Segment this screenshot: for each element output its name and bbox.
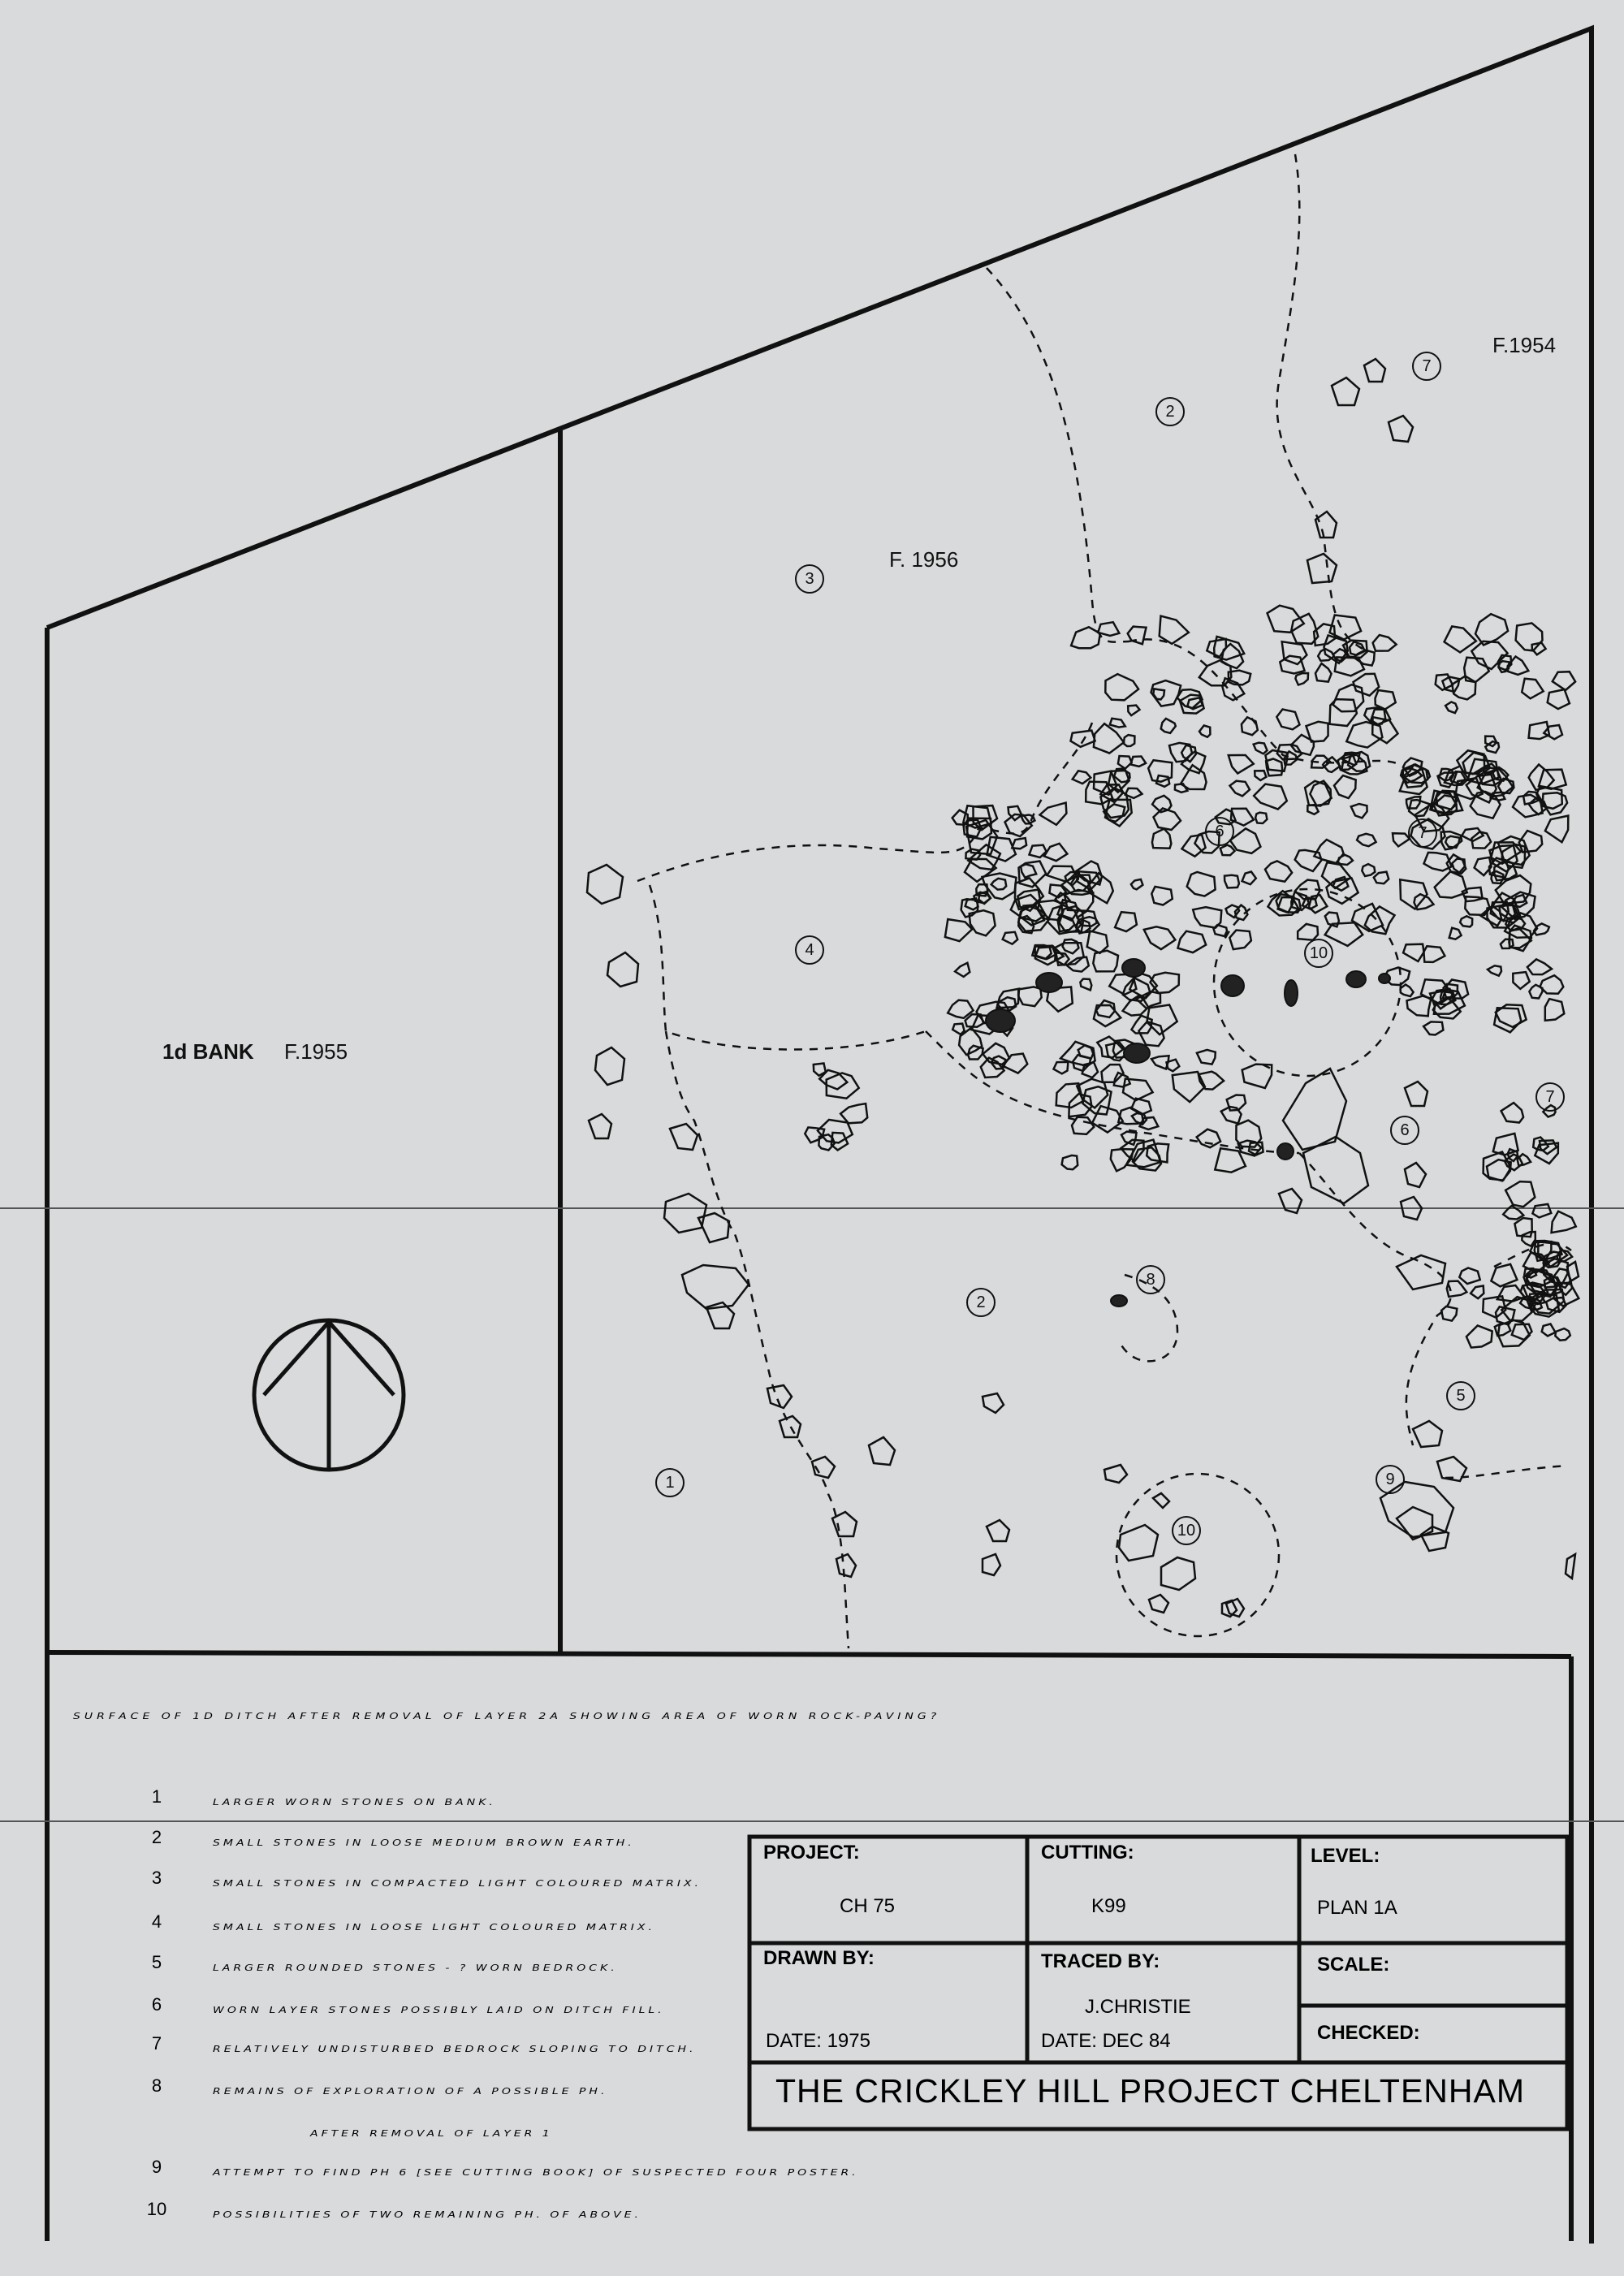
stone-shape xyxy=(1540,975,1564,994)
stone-shape xyxy=(1505,1181,1535,1207)
stone-shape xyxy=(1071,731,1095,747)
stone-shape xyxy=(1111,1149,1134,1171)
stone-shape xyxy=(1105,674,1138,700)
stone-shape xyxy=(1415,894,1434,909)
plan-caption: SURFACE OF 1D DITCH AFTER REMOVAL OF LAYER 2A SHOWING AREA OF WORN ROCK-PAVING? xyxy=(73,1712,941,1721)
legend-number: 8 xyxy=(151,2075,162,2096)
stone-shape xyxy=(1407,996,1432,1017)
zone-marker-10: 10 xyxy=(1172,1516,1201,1545)
stone-shape xyxy=(1214,925,1228,936)
stone-shape xyxy=(1357,834,1376,846)
traced-date: DATE: DEC 84 xyxy=(1041,2030,1171,2052)
project-value: CH 75 xyxy=(840,1895,896,1917)
stone-shape xyxy=(1497,1285,1524,1302)
stone-shape xyxy=(1220,845,1235,856)
zone-marker-1: 1 xyxy=(655,1468,685,1497)
stone-shape xyxy=(1334,775,1356,798)
stone-shape xyxy=(1115,912,1137,931)
legend-number: 7 xyxy=(151,2033,162,2054)
stone-shape xyxy=(1406,797,1420,808)
legend-text: AFTER REMOVAL OF LAYER 1 xyxy=(310,2129,553,2139)
zone-marker-10: 10 xyxy=(1304,939,1333,968)
stone-shape xyxy=(1054,1062,1069,1073)
drawn-by-label: DRAWN BY: xyxy=(763,1947,875,1969)
stone-shape xyxy=(1173,1072,1205,1102)
stone-shape xyxy=(1449,928,1462,939)
zone-marker-6: 6 xyxy=(1205,817,1234,846)
legend-text: SMALL STONES IN LOOSE MEDIUM BROWN EARTH. xyxy=(213,1838,635,1848)
stone-shape xyxy=(1346,722,1382,748)
cutting-label: CUTTING: xyxy=(1041,1842,1134,1864)
stone-shape xyxy=(1315,663,1332,682)
zone-marker-2: 2 xyxy=(1155,397,1185,426)
stone-shape xyxy=(1445,836,1460,848)
bank-label: 1d BANK xyxy=(162,1039,254,1064)
stone-shape xyxy=(1073,771,1091,784)
zone-marker-8: 8 xyxy=(1136,1265,1165,1294)
stone-shape xyxy=(1080,979,1091,991)
stone-shape xyxy=(1362,864,1375,876)
stone-shape xyxy=(1545,816,1568,843)
stone-shape xyxy=(1459,1268,1479,1285)
stone-shape xyxy=(1522,1232,1535,1246)
stone-shape xyxy=(1124,735,1135,746)
legend-number: 10 xyxy=(146,2199,167,2219)
legend-text: LARGER ROUNDED STONES - ? WORN BEDROCK. xyxy=(213,1963,618,1973)
stone-shape xyxy=(1527,959,1552,974)
stone-shape xyxy=(1543,792,1567,814)
stone-shape xyxy=(1130,757,1146,767)
zone-marker-9: 9 xyxy=(1376,1465,1405,1494)
stone-shape xyxy=(945,919,972,941)
stone-shape xyxy=(1295,673,1308,685)
zone-marker-2: 2 xyxy=(966,1288,996,1317)
stone-shape xyxy=(1093,951,1118,972)
stone-shape xyxy=(1314,840,1343,863)
stone-shape xyxy=(1110,719,1125,728)
zone-marker-5: 5 xyxy=(1446,1381,1475,1410)
stone-shape xyxy=(1125,788,1142,798)
stone-shape xyxy=(1128,706,1139,716)
stone-shape xyxy=(1161,719,1176,733)
zone-marker-4: 4 xyxy=(795,935,824,965)
stone-shape xyxy=(1018,987,1042,1006)
stone-shape xyxy=(1423,946,1445,962)
stone-shape xyxy=(1222,678,1244,700)
stone-shape xyxy=(1553,672,1575,690)
stone-shape xyxy=(952,1024,964,1034)
stone-shape xyxy=(1121,1132,1137,1145)
stone-shape xyxy=(1044,844,1068,861)
stone-shape xyxy=(1298,924,1318,940)
stone-shape xyxy=(1242,872,1256,885)
stone-shape xyxy=(1047,866,1076,882)
traced-by-value: J.CHRISTIE xyxy=(1085,1996,1191,2018)
stone-shape xyxy=(1403,944,1423,961)
feature-label-f1954: F.1954 xyxy=(1492,333,1557,357)
stone-shape xyxy=(1376,690,1396,710)
stone-shape xyxy=(1118,756,1132,769)
stone-shape xyxy=(1178,931,1207,952)
level-label: LEVEL: xyxy=(1311,1845,1380,1867)
stone-shape xyxy=(1354,674,1380,696)
legend-text: LARGER WORN STONES ON BANK. xyxy=(213,1798,496,1807)
stone-shape xyxy=(1393,833,1410,846)
legend-number: 1 xyxy=(151,1786,162,1807)
stone-shape xyxy=(1265,861,1292,881)
stone-shape xyxy=(1552,1211,1576,1233)
stone-shape xyxy=(1307,722,1328,742)
stone-shape xyxy=(1276,710,1299,730)
stone-shape xyxy=(1224,875,1239,888)
stone-shape xyxy=(1325,922,1363,946)
stone-shape xyxy=(1442,677,1459,692)
stone-shape xyxy=(1373,635,1397,651)
stone-shape xyxy=(1003,1054,1027,1073)
stone-shape xyxy=(1423,1021,1443,1034)
stone-shape xyxy=(1516,623,1543,650)
stone-shape xyxy=(1522,679,1544,699)
stone-shape xyxy=(1441,1306,1457,1321)
zone-marker-6: 6 xyxy=(1390,1116,1419,1145)
stone-shape xyxy=(1069,1094,1091,1116)
stone-shape xyxy=(1040,803,1067,825)
stone-shape xyxy=(1519,831,1543,853)
stone-shape xyxy=(1351,804,1367,818)
stone-shape xyxy=(1460,916,1472,926)
legend-text: POSSIBILITIES OF TWO REMAINING PH. OF ABOVE. xyxy=(213,2210,641,2220)
stone-shape xyxy=(1488,965,1501,975)
stone-shape xyxy=(1071,627,1100,648)
stone-shape xyxy=(1131,1099,1151,1115)
stone-shape xyxy=(1255,771,1266,780)
stone-shape xyxy=(1374,872,1389,884)
stone-shape xyxy=(1445,626,1476,652)
stone-shape xyxy=(1242,717,1258,735)
stone-shape xyxy=(1445,702,1458,714)
stone-shape xyxy=(1151,680,1181,706)
stone-shape xyxy=(1098,622,1119,636)
stone-shape xyxy=(1003,932,1018,944)
scale-label: SCALE: xyxy=(1317,1954,1390,1976)
zone-marker-3: 3 xyxy=(795,564,824,594)
stone-shape xyxy=(1555,1328,1570,1341)
stone-shape xyxy=(1187,697,1203,709)
legend-number: 9 xyxy=(151,2157,162,2177)
stone-shape xyxy=(1466,1326,1492,1348)
stone-shape xyxy=(1501,939,1514,948)
stone-shape xyxy=(1012,838,1026,849)
stone-shape xyxy=(1513,972,1529,989)
stone-shape xyxy=(1501,1103,1524,1122)
stone-shape xyxy=(1282,641,1307,664)
stone-shape xyxy=(1197,1050,1216,1065)
stone-shape xyxy=(1229,931,1251,950)
legend-number: 4 xyxy=(151,1911,162,1932)
stone-shape xyxy=(1072,1117,1094,1134)
north-arrow-icon xyxy=(254,1320,404,1470)
stone-shape xyxy=(1295,850,1322,871)
stone-shape xyxy=(1154,808,1181,830)
zone-marker-7: 7 xyxy=(1535,1082,1565,1112)
stone-shape xyxy=(1254,784,1287,810)
stone-shape xyxy=(1197,1129,1220,1148)
stone-shape xyxy=(1230,781,1250,797)
stone-shape xyxy=(1548,689,1570,709)
cutting-value: K99 xyxy=(1091,1895,1126,1917)
legend-number: 3 xyxy=(151,1868,162,1888)
traced-by-label: TRACED BY: xyxy=(1041,1950,1160,1972)
legend-text: SMALL STONES IN LOOSE LIGHT COLOURED MATRIX. xyxy=(213,1923,655,1933)
drawn-date: DATE: 1975 xyxy=(766,2030,870,2052)
stone-shape xyxy=(1475,614,1508,645)
stone-shape xyxy=(1152,829,1172,849)
stone-shape xyxy=(1021,864,1036,878)
stone-shape xyxy=(1229,755,1254,774)
stone-shape xyxy=(1187,872,1216,896)
stone-shape xyxy=(1160,616,1189,644)
stone-shape xyxy=(1078,1046,1094,1059)
level-value: PLAN 1A xyxy=(1317,1897,1397,1919)
stone-shape xyxy=(1167,1060,1180,1072)
stone-shape xyxy=(1144,926,1176,949)
stone-shape xyxy=(1062,1155,1078,1169)
project-label: PROJECT: xyxy=(763,1842,860,1864)
legend-text: WORN LAYER STONES POSSIBLY LAID ON DITCH FILL. xyxy=(213,2006,665,2015)
stone-shape xyxy=(1182,835,1206,857)
stone-cluster xyxy=(805,606,1579,1348)
feature-label-f1956: F. 1956 xyxy=(889,547,959,572)
project-title: THE CRICKLEY HILL PROJECT CHELTENHAM xyxy=(775,2072,1526,2110)
legend-number: 2 xyxy=(151,1827,162,1847)
legend-number: 5 xyxy=(151,1952,162,1972)
legend-text: ATTEMPT TO FIND PH 6 [SEE CUTTING BOOK] OF SUSPECTED FOUR POSTER. xyxy=(213,2168,859,2178)
stone-shape xyxy=(840,1103,867,1123)
stone-shape xyxy=(955,963,970,977)
stone-shape xyxy=(1471,1286,1484,1299)
stone-shape xyxy=(1131,879,1143,889)
legend-text: SMALL STONES IN COMPACTED LIGHT COLOURED MATRIX. xyxy=(213,1879,702,1889)
stone-shape xyxy=(1063,939,1079,953)
stone-shape xyxy=(1254,743,1268,754)
stone-shape xyxy=(991,879,1007,890)
stone-shape xyxy=(1491,1264,1517,1286)
stone-shape xyxy=(1181,752,1205,774)
stone-shape xyxy=(1545,999,1565,1021)
stone-shape xyxy=(1532,1204,1551,1218)
stone-shape xyxy=(1151,887,1173,905)
feature-label-f1955: F.1955 xyxy=(284,1039,348,1064)
legend-number: 6 xyxy=(151,1994,162,2015)
stone-shape xyxy=(1401,985,1414,997)
stone-shape xyxy=(1087,931,1108,953)
stone-shape xyxy=(1255,813,1267,823)
zone-marker-7: 7 xyxy=(1412,352,1441,381)
stone-shape xyxy=(1226,905,1240,918)
stone-shape xyxy=(1542,1324,1556,1337)
stone-shape xyxy=(1199,726,1210,737)
checked-label: CHECKED: xyxy=(1317,2022,1420,2044)
legend-text: RELATIVELY UNDISTURBED BEDROCK SLOPING TO DITCH. xyxy=(213,2045,697,2054)
zone-marker-7: 7 xyxy=(1408,818,1437,848)
stone-shape xyxy=(1123,1079,1153,1101)
stone-shape xyxy=(1333,685,1364,711)
hatched-postholes xyxy=(986,959,1390,1306)
legend-text: REMAINS OF EXPLORATION OF A POSSIBLE PH. xyxy=(213,2087,608,2097)
